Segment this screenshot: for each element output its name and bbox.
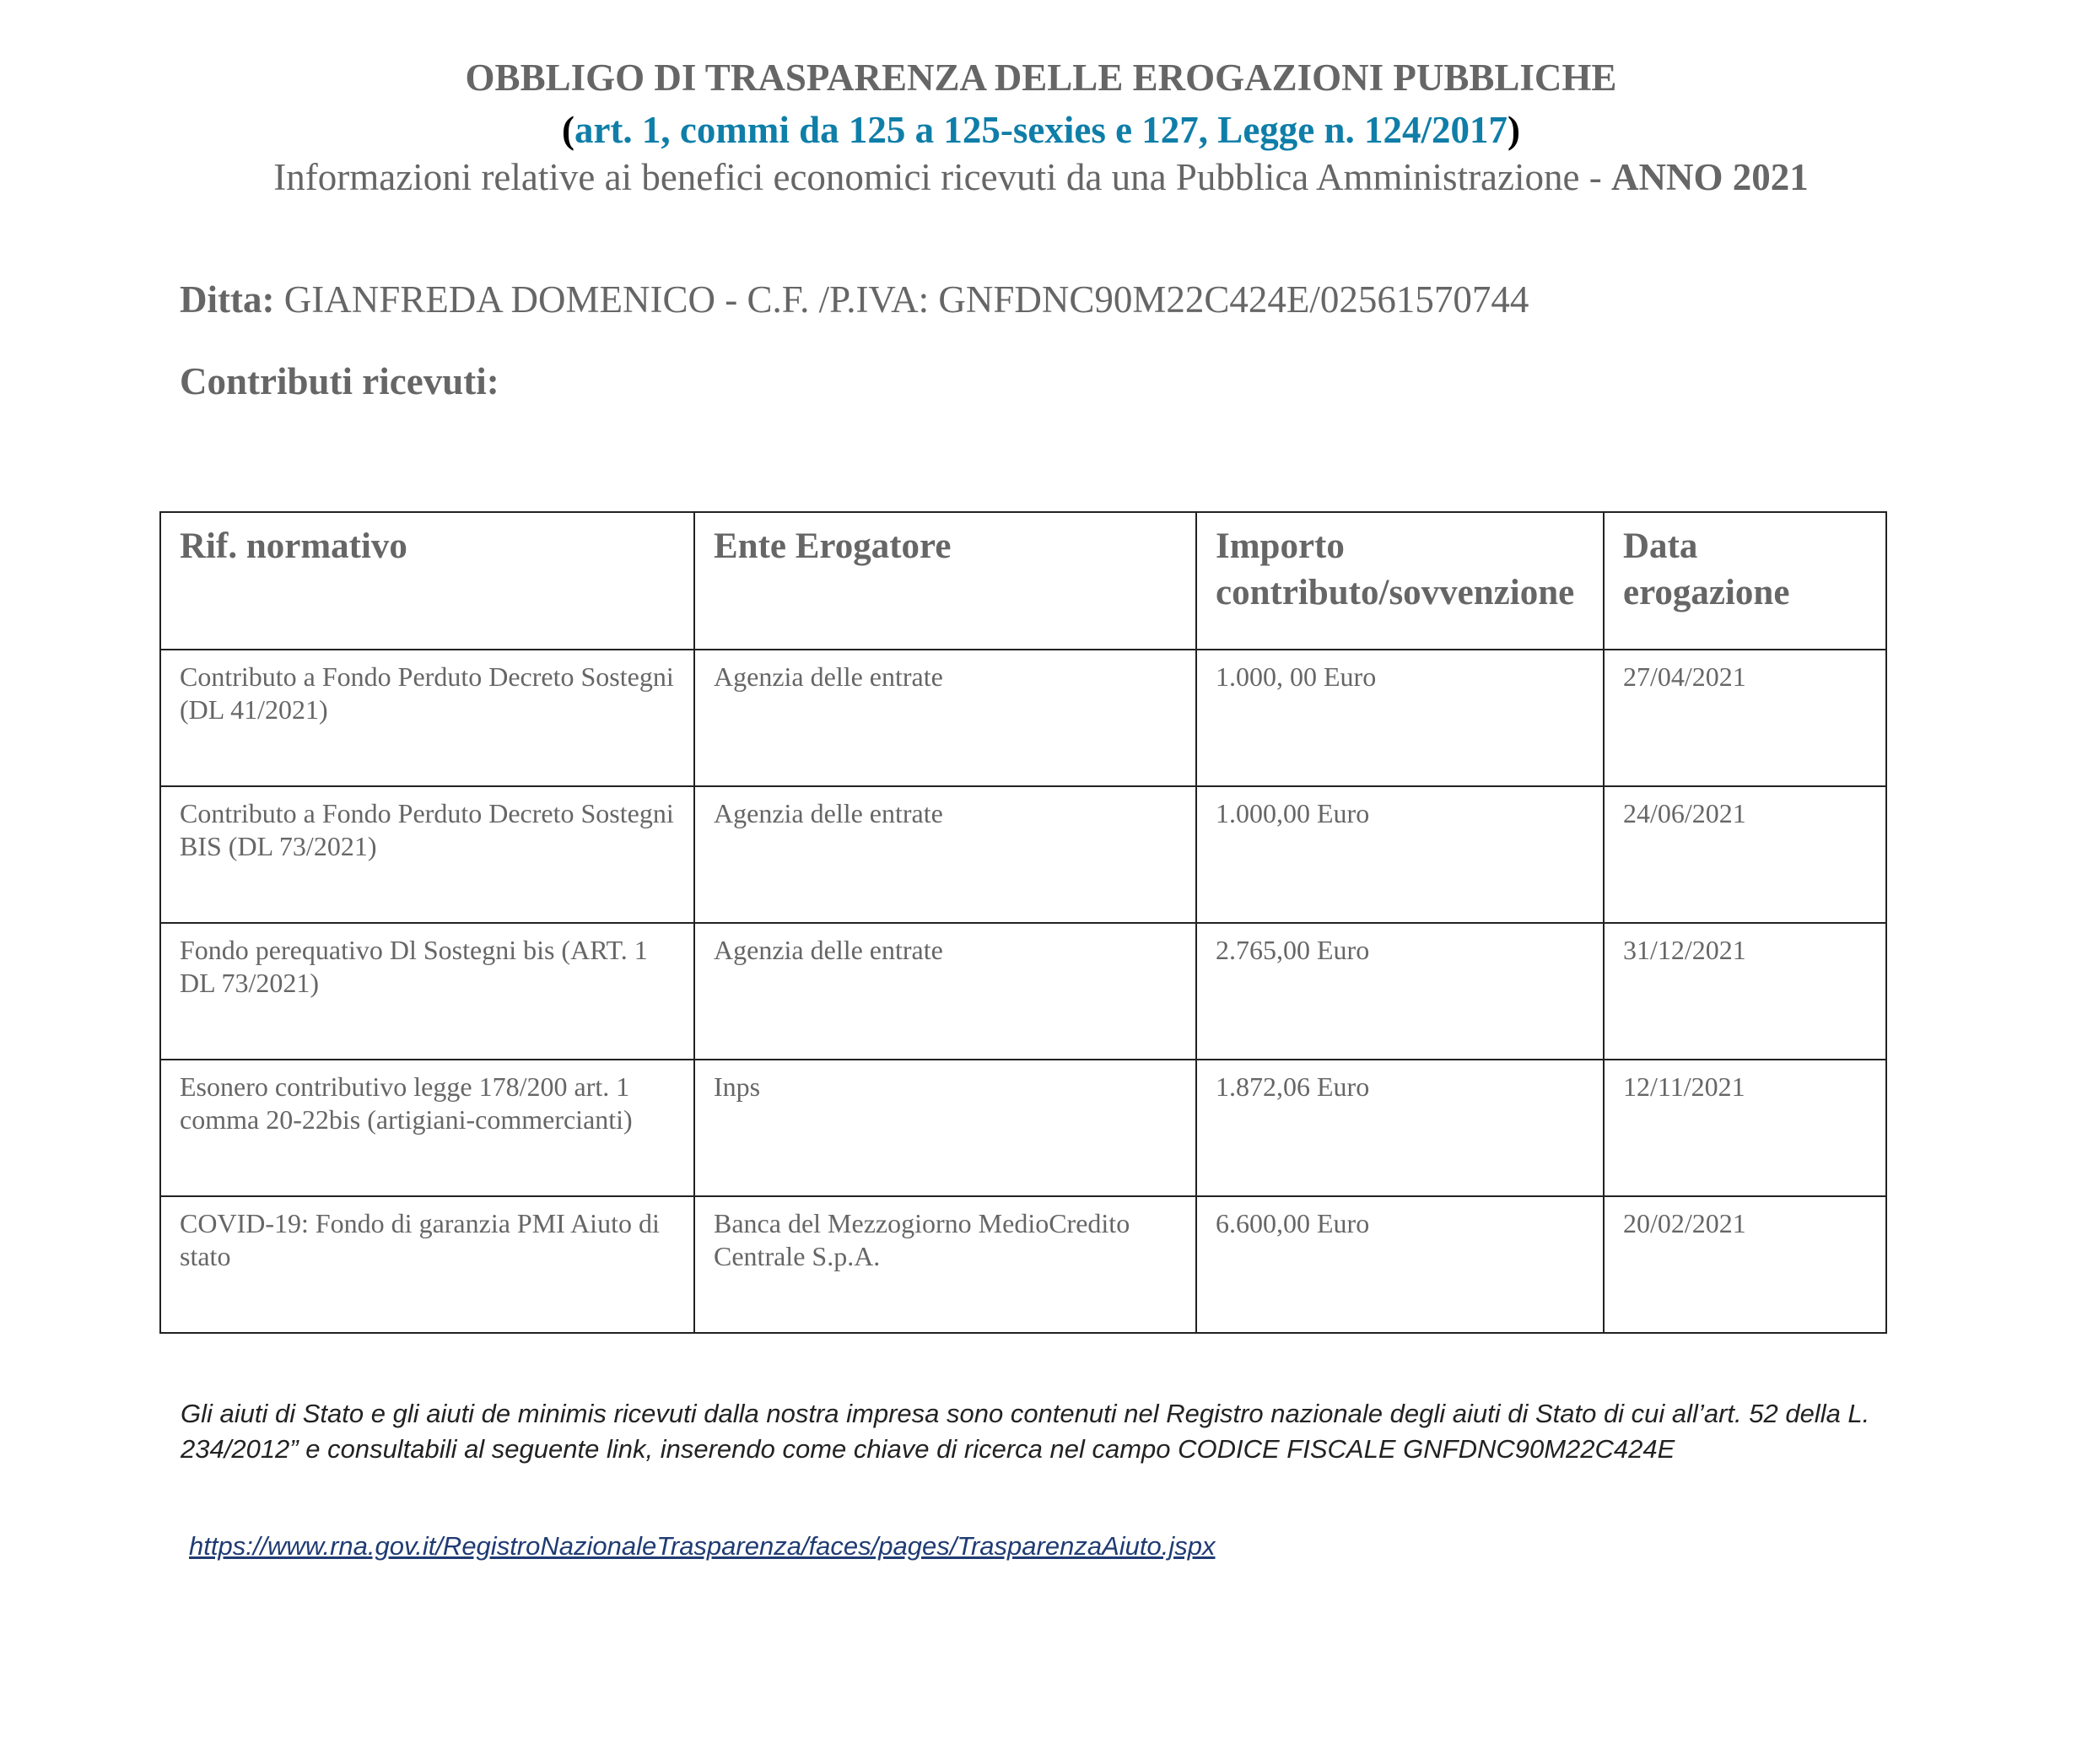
cell-rif-normativo: Contributo a Fondo Perduto Decreto Sostegni BIS (DL 73/2021) bbox=[160, 786, 694, 923]
cell-rif-normativo: COVID-19: Fondo di garanzia PMI Aiuto di stato bbox=[160, 1196, 694, 1333]
cell-data-erogazione: 24/06/2021 bbox=[1604, 786, 1886, 923]
info-text: Informazioni relative ai benefici economici ricevuti da una Pubblica Amministrazione - bbox=[273, 156, 1611, 198]
legal-reference bbox=[0, 105, 2082, 155]
cell-data-erogazione: 27/04/2021 bbox=[1604, 650, 1886, 786]
contributions-table bbox=[159, 511, 1887, 1334]
cell-rif-normativo: Esonero contributivo legge 178/200 art. 1 comma 20-22bis (artigiani-commercianti) bbox=[160, 1060, 694, 1196]
header-importo: Importo contributo/sovvenzione bbox=[1196, 512, 1604, 650]
table-header-row bbox=[160, 512, 1886, 650]
table-row bbox=[160, 1196, 1886, 1333]
table-row bbox=[160, 650, 1886, 786]
legal-open-paren: ( bbox=[561, 109, 574, 151]
rna-registry-link[interactable]: https://www.rna.gov.it/RegistroNazionaleTrasparenza/faces/pages/TrasparenzaAiuto.jspx bbox=[189, 1531, 1216, 1561]
cell-data-erogazione: 20/02/2021 bbox=[1604, 1196, 1886, 1333]
contributions-heading: Contributi ricevuti: bbox=[180, 360, 499, 402]
cell-importo: 2.765,00 Euro bbox=[1196, 923, 1604, 1060]
table-row bbox=[160, 923, 1886, 1060]
table-row bbox=[160, 1060, 1886, 1196]
cell-importo: 1.000,00 Euro bbox=[1196, 786, 1604, 923]
cell-importo: 1.872,06 Euro bbox=[1196, 1060, 1604, 1196]
header-rif-normativo: Rif. normativo bbox=[160, 512, 694, 650]
document-title: OBBLIGO DI TRASPARENZA DELLE EROGAZIONI PUBBLICHE bbox=[465, 57, 1617, 99]
legal-close-paren: ) bbox=[1508, 109, 1521, 151]
company-label: Ditta: bbox=[180, 278, 275, 321]
cell-data-erogazione: 12/11/2021 bbox=[1604, 1060, 1886, 1196]
table-row bbox=[160, 786, 1886, 923]
cell-ente-erogatore: Agenzia delle entrate bbox=[694, 786, 1196, 923]
year-label: ANNO 2021 bbox=[1610, 156, 1809, 198]
cell-rif-normativo: Contributo a Fondo Perduto Decreto Sostegni (DL 41/2021) bbox=[160, 650, 694, 786]
header-data-erogazione: Data erogazione bbox=[1604, 512, 1886, 650]
cell-ente-erogatore: Inps bbox=[694, 1060, 1196, 1196]
cell-ente-erogatore: Banca del Mezzogiorno MedioCredito Centrale S.p.A. bbox=[694, 1196, 1196, 1333]
company-line bbox=[180, 274, 1529, 325]
cell-importo: 1.000, 00 Euro bbox=[1196, 650, 1604, 786]
cell-importo: 6.600,00 Euro bbox=[1196, 1196, 1604, 1333]
cell-rif-normativo: Fondo perequativo Dl Sostegni bis (ART. 1 DL 73/2021) bbox=[160, 923, 694, 1060]
registry-note: Gli aiuti di Stato e gli aiuti de minimis ricevuti dalla nostra impresa sono contenuti nel Registro nazionale degli aiuti di Stato di cui all’art. 52 della L. 234/2012” e consultabili al seguente link, inserendo come chiave di ricerca nel campo CODICE FISCALE GNFDNC90M22C424E bbox=[181, 1399, 1870, 1464]
cell-ente-erogatore: Agenzia delle entrate bbox=[694, 923, 1196, 1060]
info-line bbox=[0, 152, 2082, 202]
header-ente-erogatore: Ente Erogatore bbox=[694, 512, 1196, 650]
cell-ente-erogatore: Agenzia delle entrate bbox=[694, 650, 1196, 786]
legal-reference-text: art. 1, commi da 125 a 125-sexies e 127, Legge n. 124/2017 bbox=[574, 109, 1508, 151]
company-value: GIANFREDA DOMENICO - C.F. /P.IVA: GNFDNC90M22C424E/02561570744 bbox=[274, 278, 1529, 321]
cell-data-erogazione: 31/12/2021 bbox=[1604, 923, 1886, 1060]
